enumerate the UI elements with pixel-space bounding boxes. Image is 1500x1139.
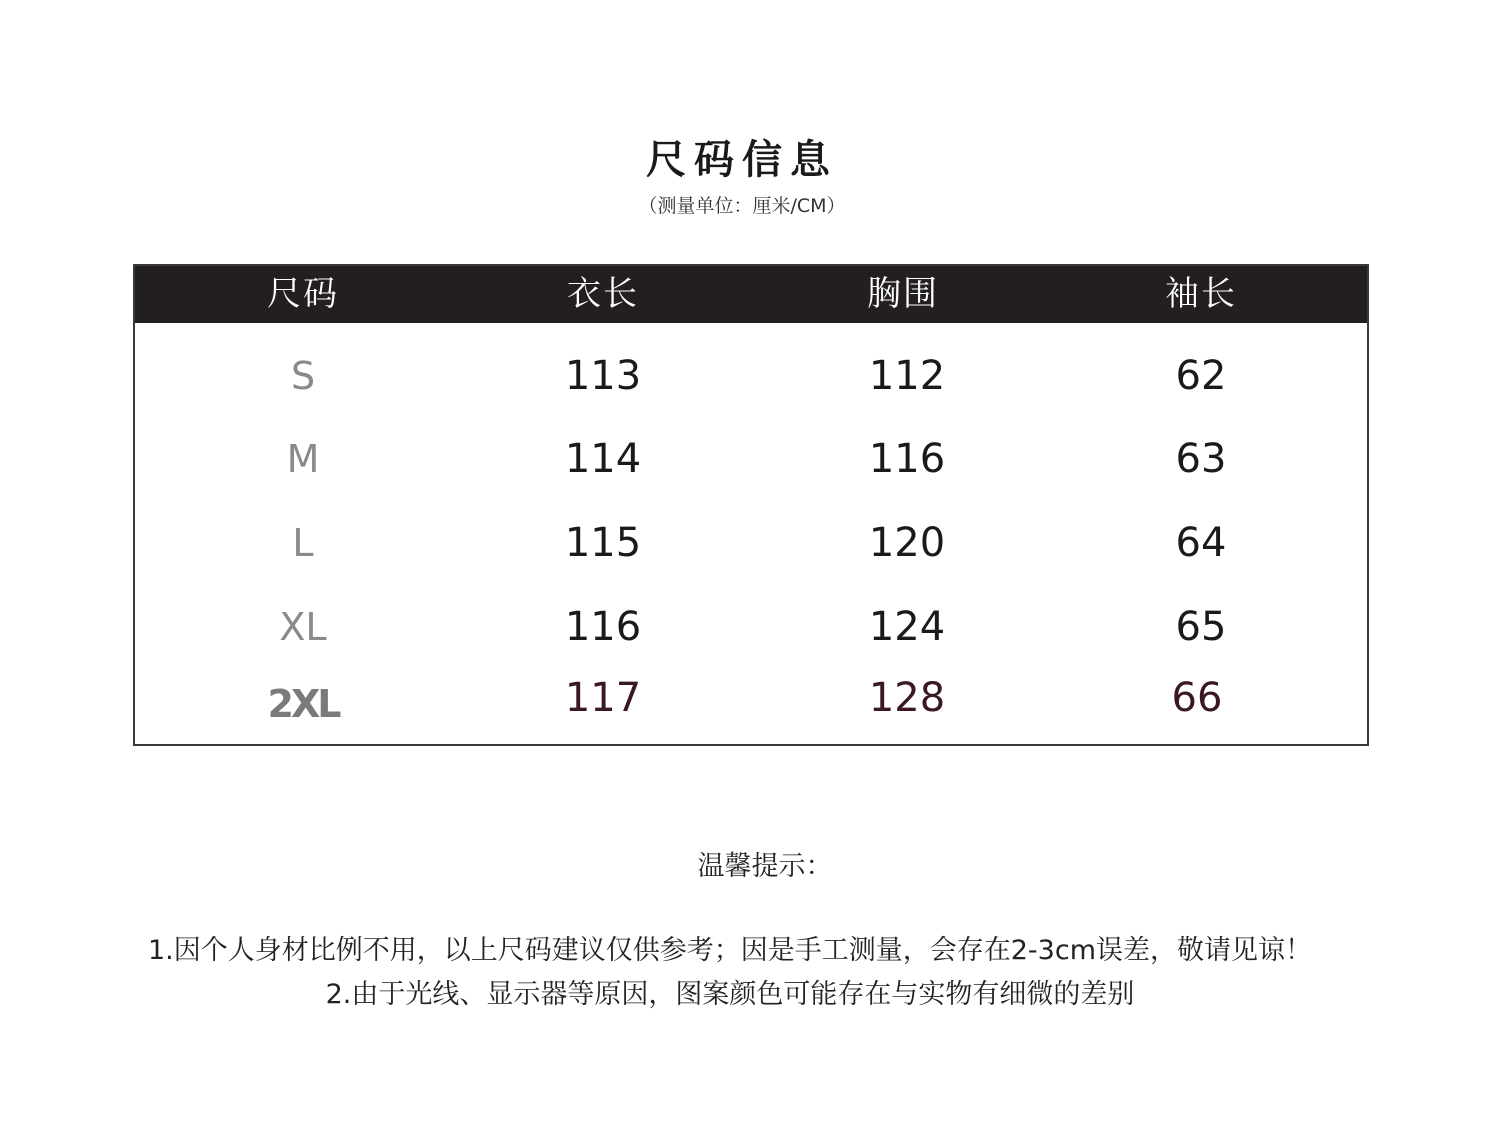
size-cell: S — [290, 354, 316, 398]
chest-cell: 128 — [868, 675, 946, 721]
table-header — [135, 266, 1367, 323]
sleeve-cell: 63 — [1175, 436, 1227, 482]
length-cell: 114 — [564, 436, 642, 482]
tip-note: 1.因个人身材比例不用，以上尺码建议仅供参考；因是手工测量，会存在2-3cm误差，敬请见谅！ — [147, 935, 1312, 966]
table-row — [135, 513, 1367, 573]
header-length: 衣长 — [567, 274, 639, 314]
chest-cell: 124 — [868, 604, 946, 650]
length-cell: 113 — [564, 353, 642, 399]
table-row — [135, 597, 1367, 657]
table-row — [135, 668, 1367, 728]
chest-cell: 112 — [868, 353, 946, 399]
unit-subtitle: （测量单位：厘米/CM） — [638, 195, 846, 217]
length-cell: 115 — [564, 520, 642, 566]
size-table — [133, 264, 1369, 746]
size-cell: L — [292, 521, 314, 565]
table-row — [135, 429, 1367, 489]
size-cell: 2XL — [267, 682, 339, 726]
header-chest: 胸围 — [867, 274, 939, 314]
sleeve-cell: 64 — [1175, 520, 1227, 566]
length-cell: 116 — [564, 604, 642, 650]
size-cell: M — [286, 437, 320, 481]
sleeve-cell: 62 — [1175, 353, 1227, 399]
header-size: 尺码 — [267, 274, 339, 314]
chest-cell: 116 — [868, 436, 946, 482]
tip-note: 2.由于光线、显示器等原因，图案颜色可能存在与实物有细微的差别 — [325, 979, 1135, 1010]
sleeve-cell: 66 — [1171, 675, 1223, 721]
chest-cell: 120 — [868, 520, 946, 566]
tips-title: 温馨提示： — [697, 851, 833, 882]
sleeve-cell: 65 — [1175, 604, 1227, 650]
length-cell: 117 — [564, 675, 642, 721]
table-row — [135, 346, 1367, 406]
size-cell: XL — [279, 605, 327, 649]
header-sleeve: 袖长 — [1165, 274, 1237, 314]
page-title: 尺码信息 — [646, 137, 838, 183]
